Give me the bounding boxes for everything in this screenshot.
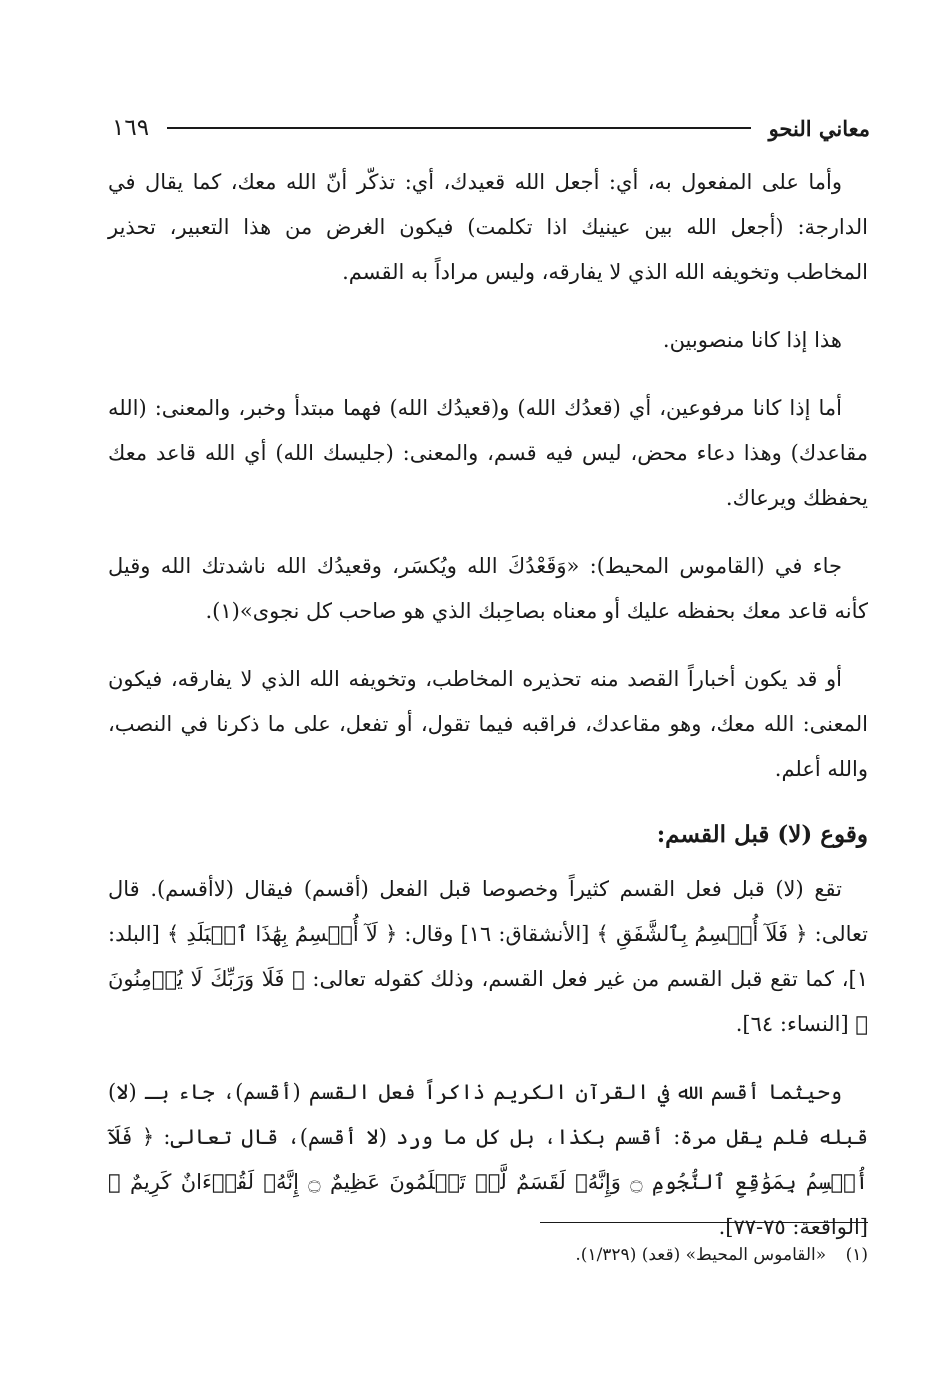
paragraph: وأما على المفعول به، أي: أجعل الله قعيدك، أي: تذكّر أنّ الله معك، كما يقال في الدارجة: (أجعل الله بين عينيك اذا تكلمت) فيكون الغرض من هذا التعبير، تحذير المخاطب وتخويفه الله الذي لا يفارقه، وليس مراداً به القسم.: [108, 170, 868, 284]
page-number: ١٦٩: [112, 115, 150, 141]
page-header: [112, 108, 870, 148]
footnote-rule: [540, 1222, 868, 1223]
paragraph: وحيثما أقسم الله في القرآن الكريم ذاكراً فعل القسم (أقسم)، جاء بـ (لا) قبله فلم يقل مرة: أقسم بكذا، بل كل ما ورد (لا أقسم)، قال تعالى: ﴿ فَلَآ أُقۡسِمُ بِمَوَٰقِعِ ٱلنُّجُومِ ۝ وَإِنَّهُۥ لَقَسَمٌ لَّوۡ تَعۡلَمُونَ عَظِيمٌ ۝ إِنَّهُۥ لَقُرۡءَانٌ كَرِيمٌ ﴾ [الواقعة: ٧٥-٧٧].: [108, 1080, 869, 1239]
paragraph: تقع (لا) قبل فعل القسم كثيراً وخصوصا قبل الفعل (أقسم) فيقال (لاأقسم). قال تعالى: ﴿ فَلَآ أُقۡسِمُ بِٱلشَّفَقِ ﴾ [الأنشقاق: ١٦] وقال: ﴿ لَآ أُقۡسِمُ بِهَٰذَا ٱلۡبَلَدِ ﴾ [البلد: ١]، كما تقع قبل القسم من غير فعل القسم، وذلك كقوله تعالى: ﴿ فَلَا وَرَبِّكَ لَا يُؤۡمِنُونَ ﴾ [النساء: ٦٤].: [108, 877, 868, 1036]
paragraph: أو قد يكون أخباراً القصد منه تحذيره المخاطب، وتخويفه الله الذي لا يفارقه، فيكون المعنى: الله معك، وهو مقاعدك، فراقبه فيما تقول، أو تفعل، على ما ذكرنا في النصب، والله أعلم.: [108, 667, 868, 781]
running-title: معاني النحو: [768, 115, 870, 141]
paragraph: جاء في (القاموس المحيط): «وَقَعْدُكَ الله ويُكسَر، وقعيدُك الله ناشدتك الله وقيل كأنه قاعد معك بحفظه عليك أو معناه بصاحِبك الذي هو صاحب كل نجوى»(١).: [108, 554, 868, 623]
footnote: [108, 1238, 868, 1272]
footnote-text: «القاموس المحيط» (قعد) (١/٣٢٩).: [575, 1245, 827, 1265]
paragraph: هذا إذا كانا منصوبين.: [662, 328, 842, 352]
paragraph: أما إذا كانا مرفوعين، أي (قعدُك الله) و(قعيدُك الله) فهما مبتدأ وخبر، والمعنى: (الله مقاعدك) وهذا دعاء محض، ليس فيه قسم، والمعنى: (جليسك الله) أي الله قاعد معك يحفظك ويرعاك.: [108, 396, 868, 510]
footnote-number: (١): [845, 1245, 868, 1265]
page-body: [108, 160, 868, 1273]
section-heading: وقوع (لا) قبل القسم:: [656, 821, 868, 848]
header-rule: [167, 127, 751, 129]
